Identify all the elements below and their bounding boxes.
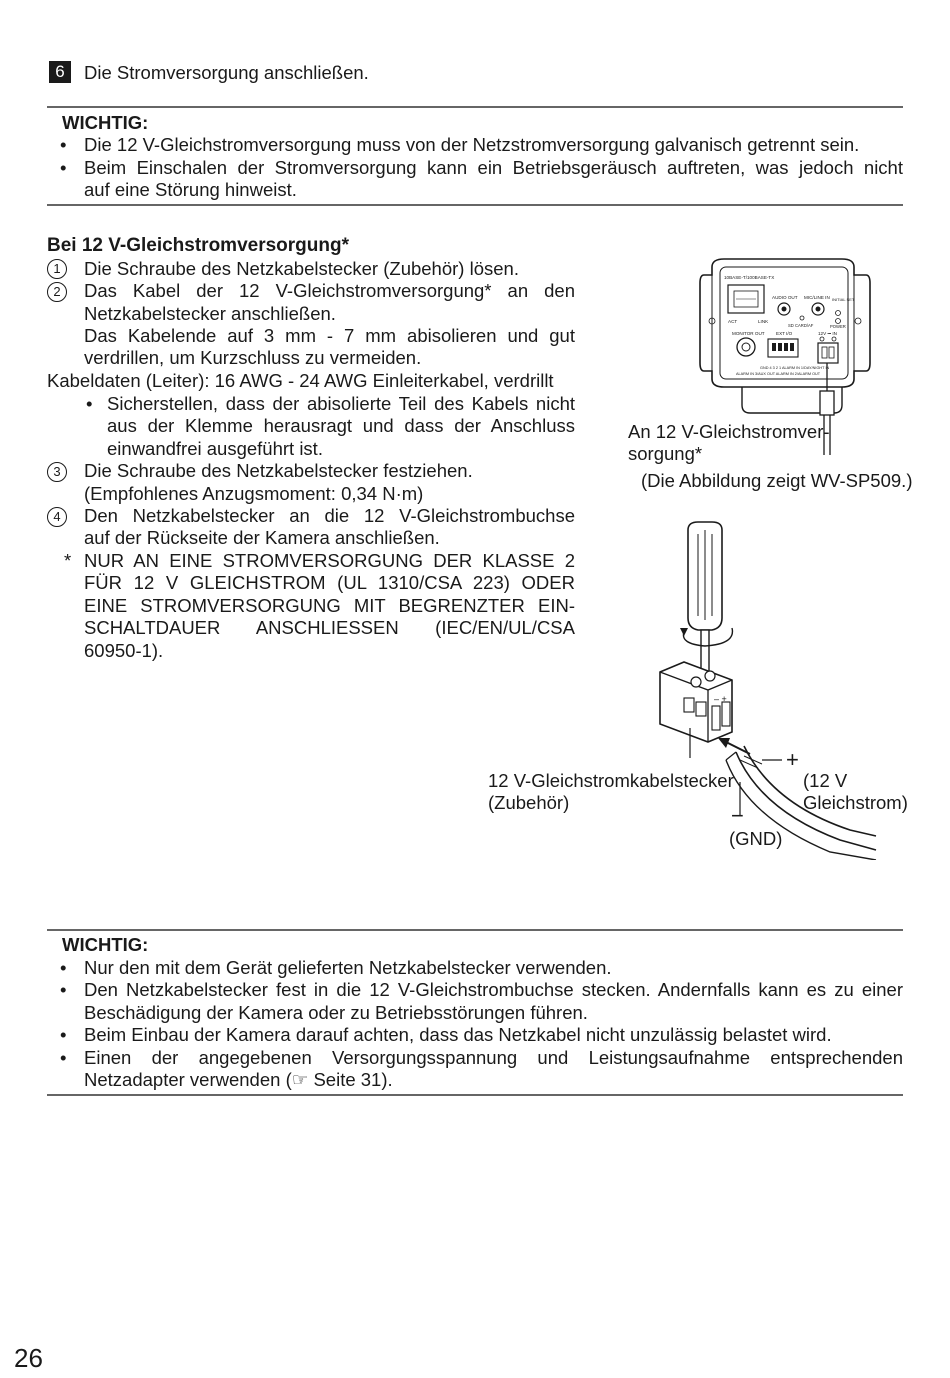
step-title: Die Stromversorgung anschließen.	[84, 62, 369, 83]
gnd-label: (GND)	[729, 828, 783, 849]
list-item	[60, 134, 903, 157]
step-text: verdrillen, um Kurzschluss zu vermeiden.	[84, 347, 422, 368]
panel-label-ext-io: EXT I/O	[776, 331, 793, 336]
minus-symbol: −	[731, 803, 744, 828]
panel-label-initial-set: INITIAL SET	[832, 297, 855, 302]
note-text: FÜR 12 V GLEICHSTROM (UL 1310/CSA 223) ODER	[84, 572, 575, 593]
step-text: auf der Rückseite der Kamera anschließen.	[84, 527, 440, 548]
step-text: (Empfohlenes Anzugsmoment: 0,34 N·m)	[84, 483, 424, 504]
section-heading: Bei 12 V-Gleichstromversorgung*	[47, 235, 349, 256]
list-item	[60, 979, 903, 1002]
panel-label-alarm-row2: ALARM IN 3/AUX OUT ALARM IN 2/ALARM OUT	[736, 372, 821, 376]
panel-label-dc-in: 12V ⎓ IN	[818, 331, 837, 336]
panel-label-sd-card: SD CARD/AF	[788, 323, 814, 328]
cable-data: Kabeldaten (Leiter): 16 AWG - 24 AWG Einleiterkabel, verdrillt	[47, 370, 554, 391]
list-item-text: Beim Einschalen der Stromversorgung kann ein Betriebsgeräusch auftreten, was jedoch nicht	[84, 157, 903, 178]
list-item-text: Die 12 V-Gleichstromversorgung muss von der Netzstromversorgung galvanisch getrennt sein.	[84, 134, 860, 155]
list-item-text: Nur den mit dem Gerät gelieferten Netzkabelstecker verwenden.	[84, 957, 612, 978]
panel-label-mic-line-in: MIC/LINE IN	[804, 295, 830, 300]
step-text: Die Schraube des Netzkabelstecker (Zubehör) lösen.	[84, 258, 519, 279]
connector-label: 12 V-Gleichstromkabelstecker	[488, 770, 734, 791]
step-number-badge: 6	[49, 61, 71, 83]
bullet-icon: •	[60, 157, 67, 178]
panel-label-alarm-row1: GND 4 3 2 1 ALARM IN 1/DAY/NIGHT IN	[760, 366, 830, 370]
list-item-text: aus der Klemme herausragt und dass der Anschluss	[107, 415, 575, 436]
dc-label: Gleichstrom)	[803, 792, 908, 813]
step-number: 4	[47, 507, 67, 527]
step-number: 1	[47, 259, 67, 279]
figure-caption: (Die Abbildung zeigt WV-SP509.)	[641, 470, 913, 491]
bullet-icon: •	[60, 979, 67, 1000]
bullet-icon: •	[60, 957, 67, 978]
list-item-continuation: Netzadapter verwenden (☞ Seite 31).	[84, 1069, 393, 1090]
bullet-icon: •	[60, 1024, 67, 1045]
important-heading: WICHTIG:	[62, 934, 149, 955]
divider	[47, 1094, 903, 1096]
step-text: Das Kabelende auf 3 mm - 7 mm abisolieren und gut	[84, 325, 575, 346]
figure-label: sorgung*	[628, 443, 703, 464]
step-number: 2	[47, 282, 67, 302]
note-text: EINE STROMVERSORGUNG MIT BEGRENZTER EIN-	[84, 595, 575, 616]
list-item-text: Beim Einbau der Kamera darauf achten, dass das Netzkabel nicht unzulässig belastet wird.	[84, 1024, 832, 1045]
connector-label: (Zubehör)	[488, 792, 570, 813]
note-text: NUR AN EINE STROMVERSORGUNG DER KLASSE 2	[84, 550, 575, 571]
list-item-text: Den Netzkabelstecker fest in die 12 V-Gleichstrombuchse stecken. Andernfalls kann es zu einer	[84, 979, 903, 1000]
panel-label-link: LINK	[758, 319, 769, 324]
divider	[47, 929, 903, 931]
important-heading: WICHTIG:	[62, 112, 149, 133]
divider	[47, 204, 903, 206]
plus-symbol: +	[786, 747, 799, 772]
panel-label-lan: 10BASE-T/100BASE-TX	[724, 275, 775, 280]
note-text: 60950-1).	[84, 640, 164, 661]
note-mark: *	[64, 550, 72, 571]
list-item-text: Einen der angegebenen Versorgungsspannung und Leistungsaufnahme entsprechenden	[84, 1047, 903, 1068]
note-text: SCHALTDAUER ANSCHLIESSEN (IEC/EN/UL/CSA	[84, 617, 575, 638]
list-item-continuation: auf eine Störung hinweist.	[84, 179, 297, 200]
step-number: 3	[47, 462, 67, 482]
panel-label-monitor-out: MONITOR OUT	[732, 331, 765, 336]
divider	[47, 106, 903, 108]
bullet-icon: •	[60, 134, 67, 155]
panel-label-power: POWER	[830, 324, 846, 329]
step-text: Das Kabel der 12 V-Gleichstromversorgung* an den	[84, 280, 575, 301]
page-number: 26	[14, 1343, 43, 1373]
dc-label: (12 V	[803, 770, 848, 791]
list-item-continuation: Beschädigung der Kamera oder zu Betriebsstörungen führen.	[84, 1002, 588, 1023]
bullet-icon: •	[86, 393, 93, 414]
step-text: Die Schraube des Netzkabelstecker festziehen.	[84, 460, 473, 481]
bullet-icon: •	[60, 1047, 67, 1068]
svg-text:– +: – +	[714, 694, 727, 704]
list-item-text: einwandfrei ausgeführt ist.	[107, 438, 323, 459]
list-item	[60, 957, 903, 980]
list-item	[60, 1024, 903, 1047]
list-item-text: Sicherstellen, dass der abisolierte Teil des Kabels nicht	[107, 393, 575, 414]
step-text: Netzkabelstecker anschließen.	[84, 303, 336, 324]
list-item	[60, 1047, 903, 1070]
panel-label-audio-out: AUDIO OUT	[772, 295, 798, 300]
list-item	[60, 157, 903, 180]
figure-label: An 12 V-Gleichstromver-	[628, 421, 830, 442]
panel-label-act: ACT	[728, 319, 738, 324]
step-text: Den Netzkabelstecker an die 12 V-Gleichstrombuchse	[84, 505, 575, 526]
